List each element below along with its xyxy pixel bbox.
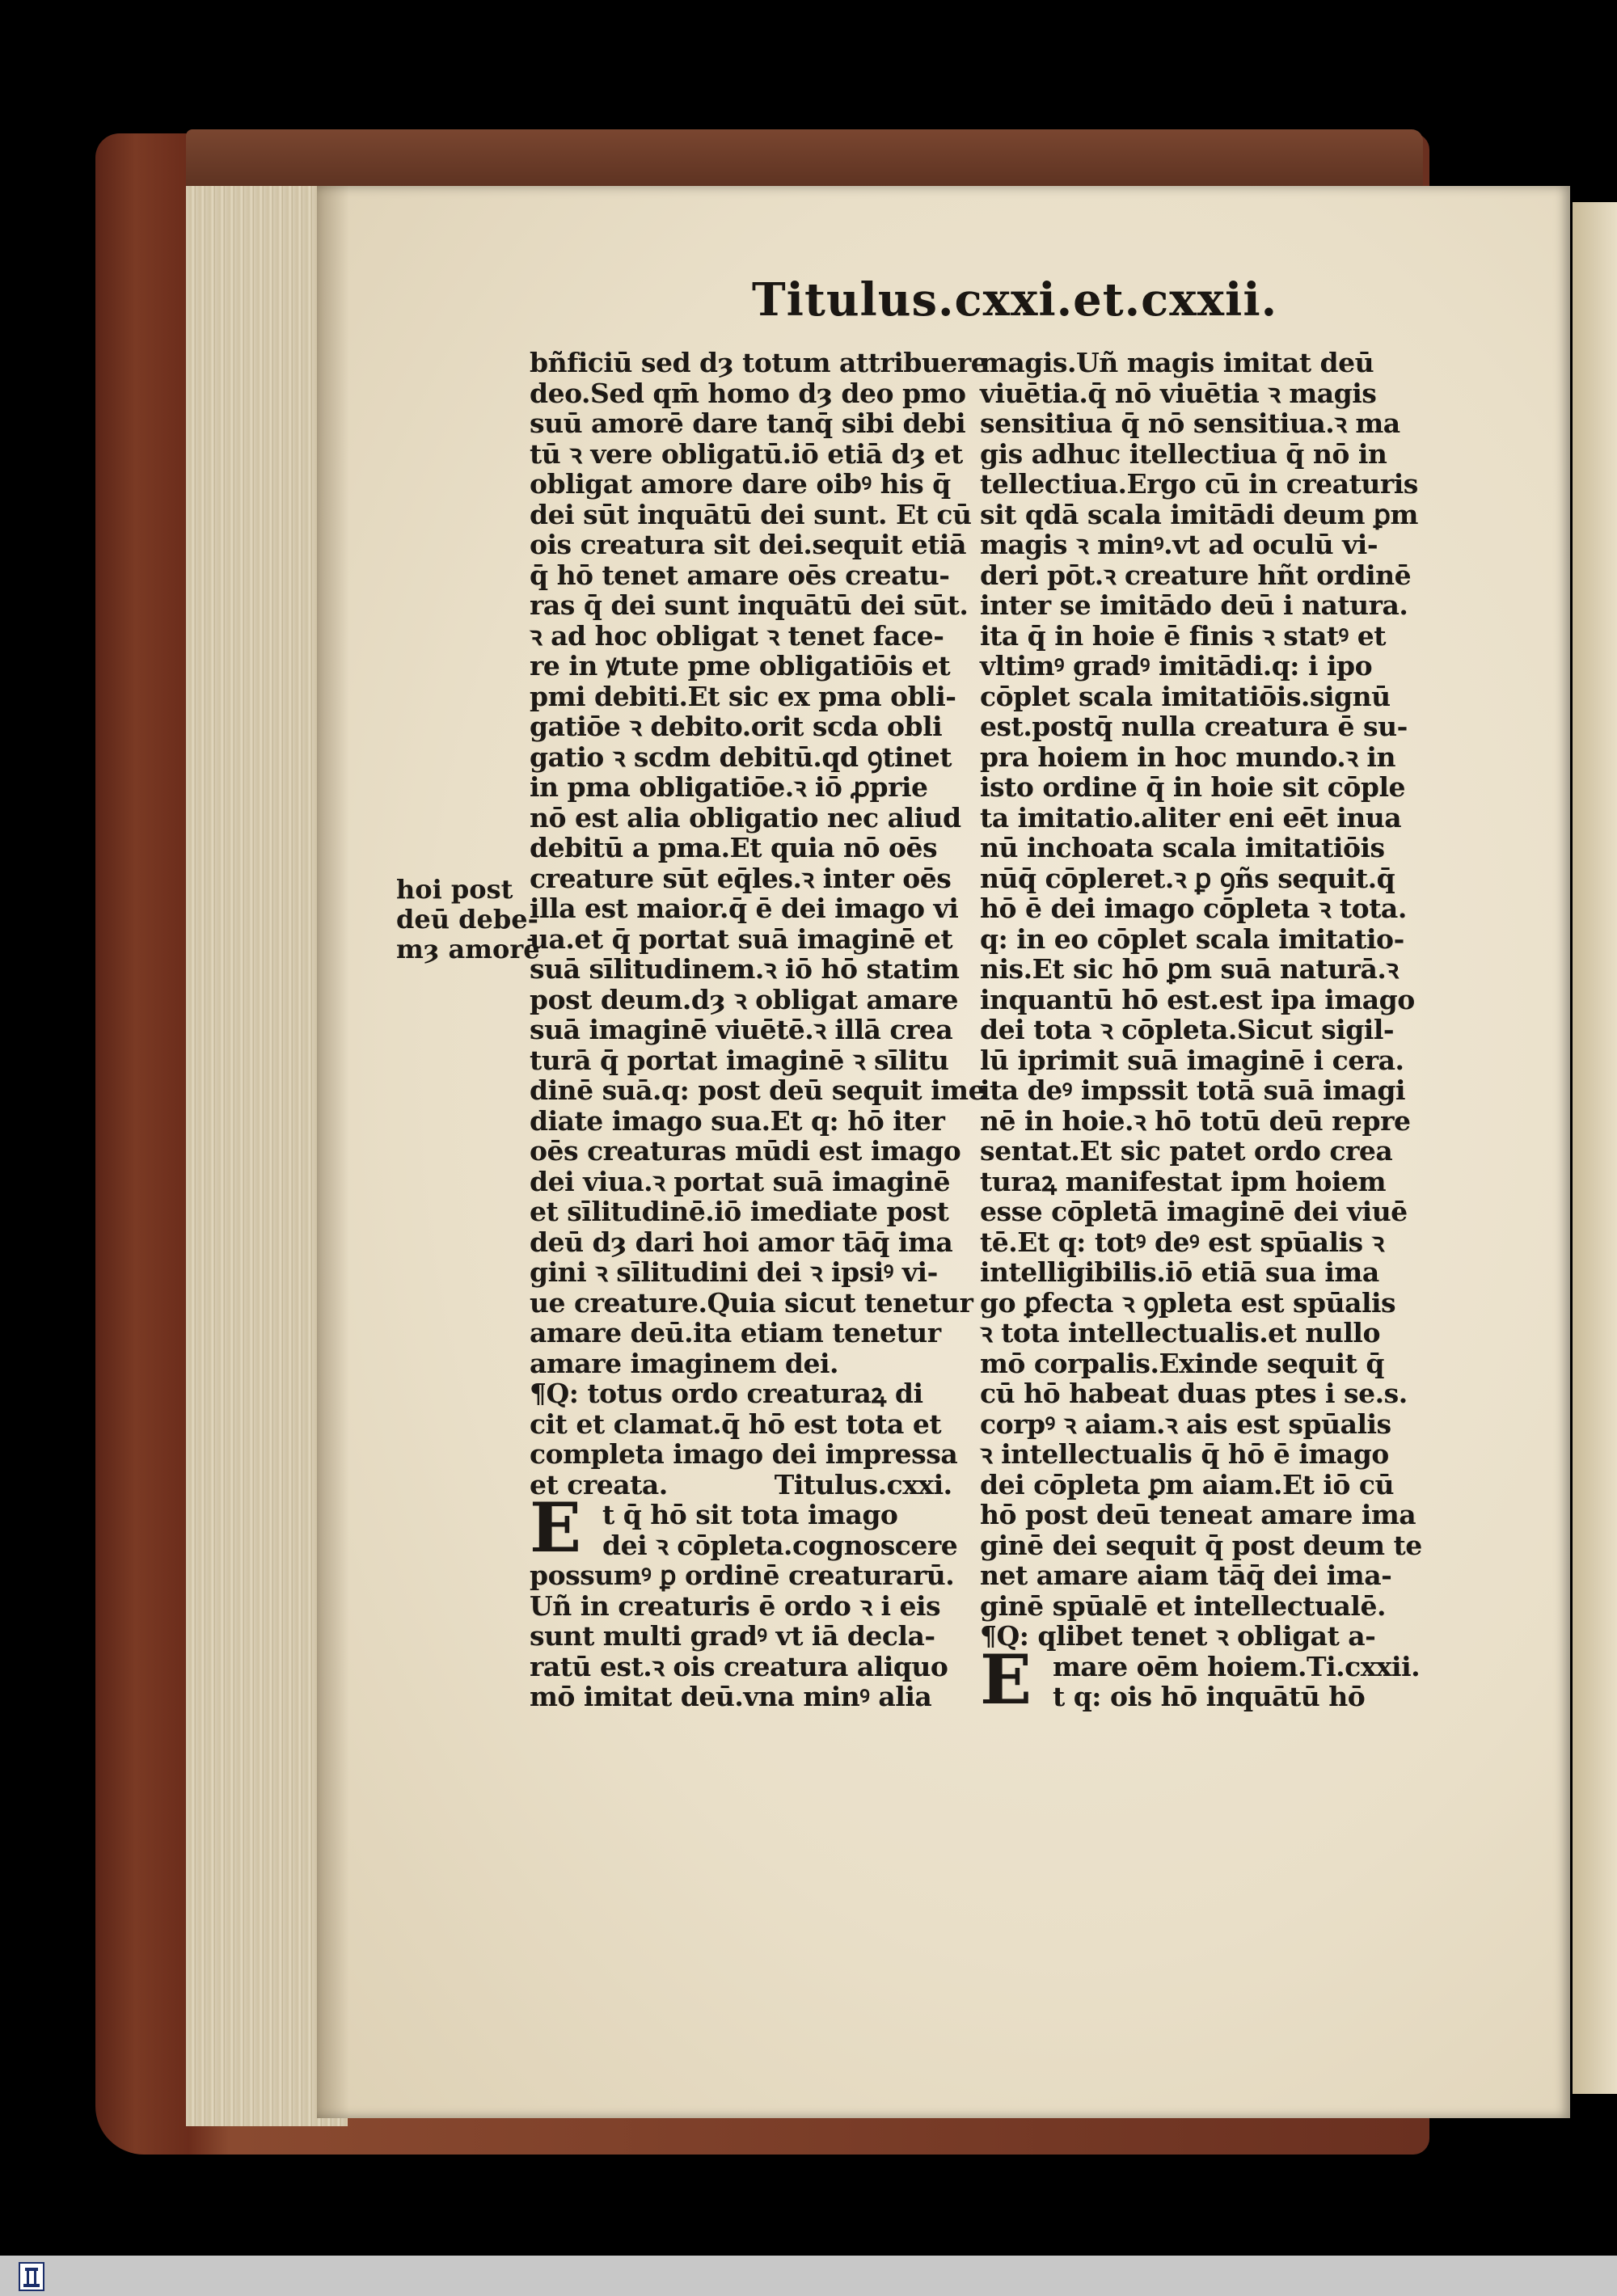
text-line: tū ꝛ vere obligatū.iō etiā dȝ et (530, 437, 963, 470)
text-line: inquantū hō est.est ipa imago (980, 983, 1415, 1015)
text-line: ratū est.ꝛ ois creatura aliquo (530, 1650, 948, 1682)
text-line: et sīlitudinē.iō imediate post (530, 1196, 949, 1227)
text-line: ois creatura sit dei.sequit etiā (530, 529, 966, 560)
text-line: ꝛ tota intellectualis.et nullo (980, 1317, 1380, 1348)
text-line: suū amorē dare tanq̄ sibi debi (530, 407, 966, 439)
running-title: Titulus.cxxi.et.cxxii. (752, 273, 1278, 327)
text-line: possumꝰ ꝑ ordinē creaturarū. (530, 1560, 955, 1591)
facing-page-edge (1573, 202, 1617, 2094)
text-line: nis.Et sic hō ꝑm suā naturā.ꝛ (980, 953, 1399, 985)
text-line: completa imago dei impressa (530, 1438, 958, 1470)
text-line: re in ꝟtute pme obligatiōis et (530, 650, 951, 682)
text-line: gatiōe ꝛ debito.orit scda obli (530, 711, 943, 742)
text-line: deū dȝ dari hoi amor tāq̄ ima (530, 1226, 953, 1258)
text-line: cit et clamat.q̄ hō est tota et (530, 1408, 942, 1440)
text-line: dei sūt inquātū dei sunt. Et cū (530, 498, 972, 530)
text-line: esse cōpletā imaginē dei viuē (980, 1196, 1408, 1227)
text-line: ꝛ intellectualis q̄ hō ē imago (980, 1438, 1389, 1470)
book-cover-top-edge (186, 129, 1423, 186)
text-line: t q̄ hō sit tota imago (602, 1499, 898, 1530)
text-line: mō corpalis.Exinde sequit q̄ (980, 1347, 1384, 1379)
text-line: Uñ in creaturis ē ordo ꝛ i eis (530, 1589, 941, 1622)
page-gutter-shadow (317, 186, 349, 2118)
text-line: dinē suā.q: post deū sequit ime (530, 1074, 986, 1106)
viewer-footer-bar (0, 2256, 1617, 2296)
text-line: dei viua.ꝛ portat suā imaginē (530, 1165, 951, 1197)
text-column-right (980, 347, 1422, 1720)
initial-block (980, 1639, 1421, 1720)
text-line: lū iprimit suā imaginē i cera. (980, 1044, 1404, 1076)
decorated-initial: E (530, 1488, 581, 1568)
library-logo-icon (18, 2261, 45, 2292)
text-line: nē in hoie.ꝛ hō totū deū repre (980, 1104, 1411, 1137)
text-line: tē.Et q: totꝰ deꝰ est spūalis ꝛ (980, 1226, 1384, 1258)
text-line: ta imitatio.aliter eni eēt inua (980, 801, 1402, 834)
text-line: illa est maior.q̄ ē dei imago vi (530, 893, 959, 924)
text-line: debitū a pma.Et quia nō oēs (530, 832, 938, 863)
text-line: hō ē dei imago cōpleta ꝛ tota. (980, 893, 1407, 924)
text-line: suā imaginē viuētē.ꝛ illā crea (530, 1014, 953, 1045)
paragraph-mark-line: ¶Q: qlibet tenet ꝛ obligat a- (980, 1620, 1376, 1652)
margin-note-line: deū debe- (396, 904, 538, 935)
text-line: nū inchoata scala imitatiōis (980, 832, 1385, 863)
text-line: ita deꝰ impssit totā suā imagi (980, 1074, 1406, 1106)
text-line: ua.et q̄ portat suā imaginē et (530, 922, 953, 955)
text-line: oēs creaturas mūdi est imago (530, 1135, 961, 1167)
text-line: mō imitat deū.vna minꝰ alia (530, 1681, 932, 1712)
text-line: net amare aiam tāq̄ dei ima- (980, 1560, 1392, 1591)
text-line: t q: ois hō inquātū hō (1053, 1681, 1366, 1712)
text-line: gini ꝛ sīlitudini dei ꝛ ipsiꝰ vi- (530, 1256, 938, 1288)
text-line: ginē dei sequit q̄ post deum te (980, 1529, 1422, 1561)
text-line: in pma obligatiōe.ꝛ iō ꝓprie (530, 771, 928, 803)
text-line: turā q̄ portat imaginē ꝛ sīlitu (530, 1044, 949, 1076)
text-line: ras q̄ dei sunt inquātū dei sūt. (530, 589, 969, 621)
text-line: turaꝝ manifestat ipm hoiem (980, 1165, 1386, 1197)
text-line: sentat.Et sic patet ordo crea (980, 1135, 1393, 1167)
text-line: deri pōt.ꝛ creature hñt ordinē (980, 559, 1412, 591)
text-line: gatio ꝛ scdm debitū.qd ꝯtinet (530, 741, 952, 773)
text-line: pra hoiem in hoc mundo.ꝛ in (980, 741, 1395, 773)
text-line: sunt multi gradꝰ vt iā decla- (530, 1620, 935, 1652)
initial-block (530, 1488, 970, 1568)
text-line: dei cōpleta ꝑm aiam.Et iō cū (980, 1468, 1394, 1500)
text-line: gis adhuc itellectiua q̄ nō in (980, 437, 1387, 470)
text-line: bñficiū sed dȝ totum attribuere (530, 347, 988, 378)
chapter-heading: Titulus.cxxi. (774, 1468, 952, 1500)
text-line: tellectiua.Ergo cū in creaturis (980, 468, 1418, 500)
text-line: vltimꝰ gradꝰ imitādi.q: i ipo (980, 650, 1373, 682)
margin-note-line: mȝ amorē (396, 934, 540, 964)
text-line: suā sīlitudinem.ꝛ iō hō statim (530, 953, 960, 985)
text-line: cū hō habeat duas ptes i se.s. (980, 1378, 1408, 1409)
text-line: sensitiua q̄ nō sensitiua.ꝛ ma (980, 407, 1400, 439)
text-line: ue creature.Quia sicut tenetur (530, 1286, 973, 1319)
text-line: post deum.dȝ ꝛ obligat amare (530, 983, 959, 1015)
text-line: sit qdā scala imitādi deum ꝑm (980, 498, 1418, 530)
margin-note-line: hoi post (396, 874, 513, 905)
text-line: go ꝑfecta ꝛ ꝯpleta est spūalis (980, 1286, 1396, 1319)
text-line: creature sūt eq̄les.ꝛ inter oēs (530, 862, 952, 894)
text-line: intelligibilis.iō etiā sua ima (980, 1256, 1379, 1288)
text-line: magis ꝛ minꝰ.vt ad oculū vi- (980, 529, 1378, 560)
text-line: obligat amore dare oibꝰ his q̄ (530, 468, 951, 500)
text-line: ita q̄ in hoie ē finis ꝛ statꝰ et (980, 619, 1386, 652)
text-line: q: in eo cōplet scala imitatio- (980, 922, 1404, 955)
text-line: ꝛ ad hoc obligat ꝛ tenet face- (530, 619, 944, 652)
paragraph-mark-line: ¶Q: totus ordo creaturaꝝ di (530, 1378, 923, 1409)
text-line: hō post deū teneat amare ima (980, 1499, 1416, 1530)
text-column-left (530, 347, 988, 1712)
text-line: dei ꝛ cōpleta.cognoscere (602, 1529, 958, 1561)
text-line: diate imago sua.Et q: hō iter (530, 1104, 945, 1137)
text-line: q̄ hō tenet amare oēs creatu- (530, 559, 950, 591)
chapter-heading-line (530, 1470, 970, 1500)
text-line: corpꝰ ꝛ aiam.ꝛ ais est spūalis (980, 1408, 1391, 1440)
text-line: nūq̄ cōpleret.ꝛ ꝑ ꝯñs sequit.q̄ (980, 862, 1395, 894)
text-line: pmi debiti.Et sic ex pma obli- (530, 680, 956, 712)
text-line: deo.Sed qm̄ homo dȝ deo pmo (530, 377, 966, 409)
text-line: amare imaginem dei. (530, 1347, 838, 1379)
text-line: est.postq̄ nulla creatura ē su- (980, 711, 1408, 742)
text-line: viuētia.q̄ nō viuētia ꝛ magis (980, 377, 1377, 409)
text-line: amare deū.ita etiam tenetur (530, 1317, 941, 1348)
text-line: ginē spūalē et intellectualē. (980, 1589, 1386, 1622)
text-line: dei tota ꝛ cōpleta.Sicut sigil- (980, 1014, 1395, 1045)
text-line: magis.Uñ magis imitat deū (980, 347, 1374, 378)
decorated-initial: E (980, 1639, 1032, 1720)
text-line: inter se imitādo deū i natura. (980, 589, 1408, 621)
text-line: isto ordine q̄ in hoie sit cōple (980, 771, 1406, 803)
chapter-heading-line: mare oēm hoiem.Ti.cxxii. (1053, 1650, 1421, 1682)
margin-note (396, 874, 540, 964)
text-line: et creata. (530, 1468, 668, 1500)
text-line: cōplet scala imitatiōis.signū (980, 680, 1391, 712)
text-line: nō est alia obligatio nec aliud (530, 801, 961, 834)
